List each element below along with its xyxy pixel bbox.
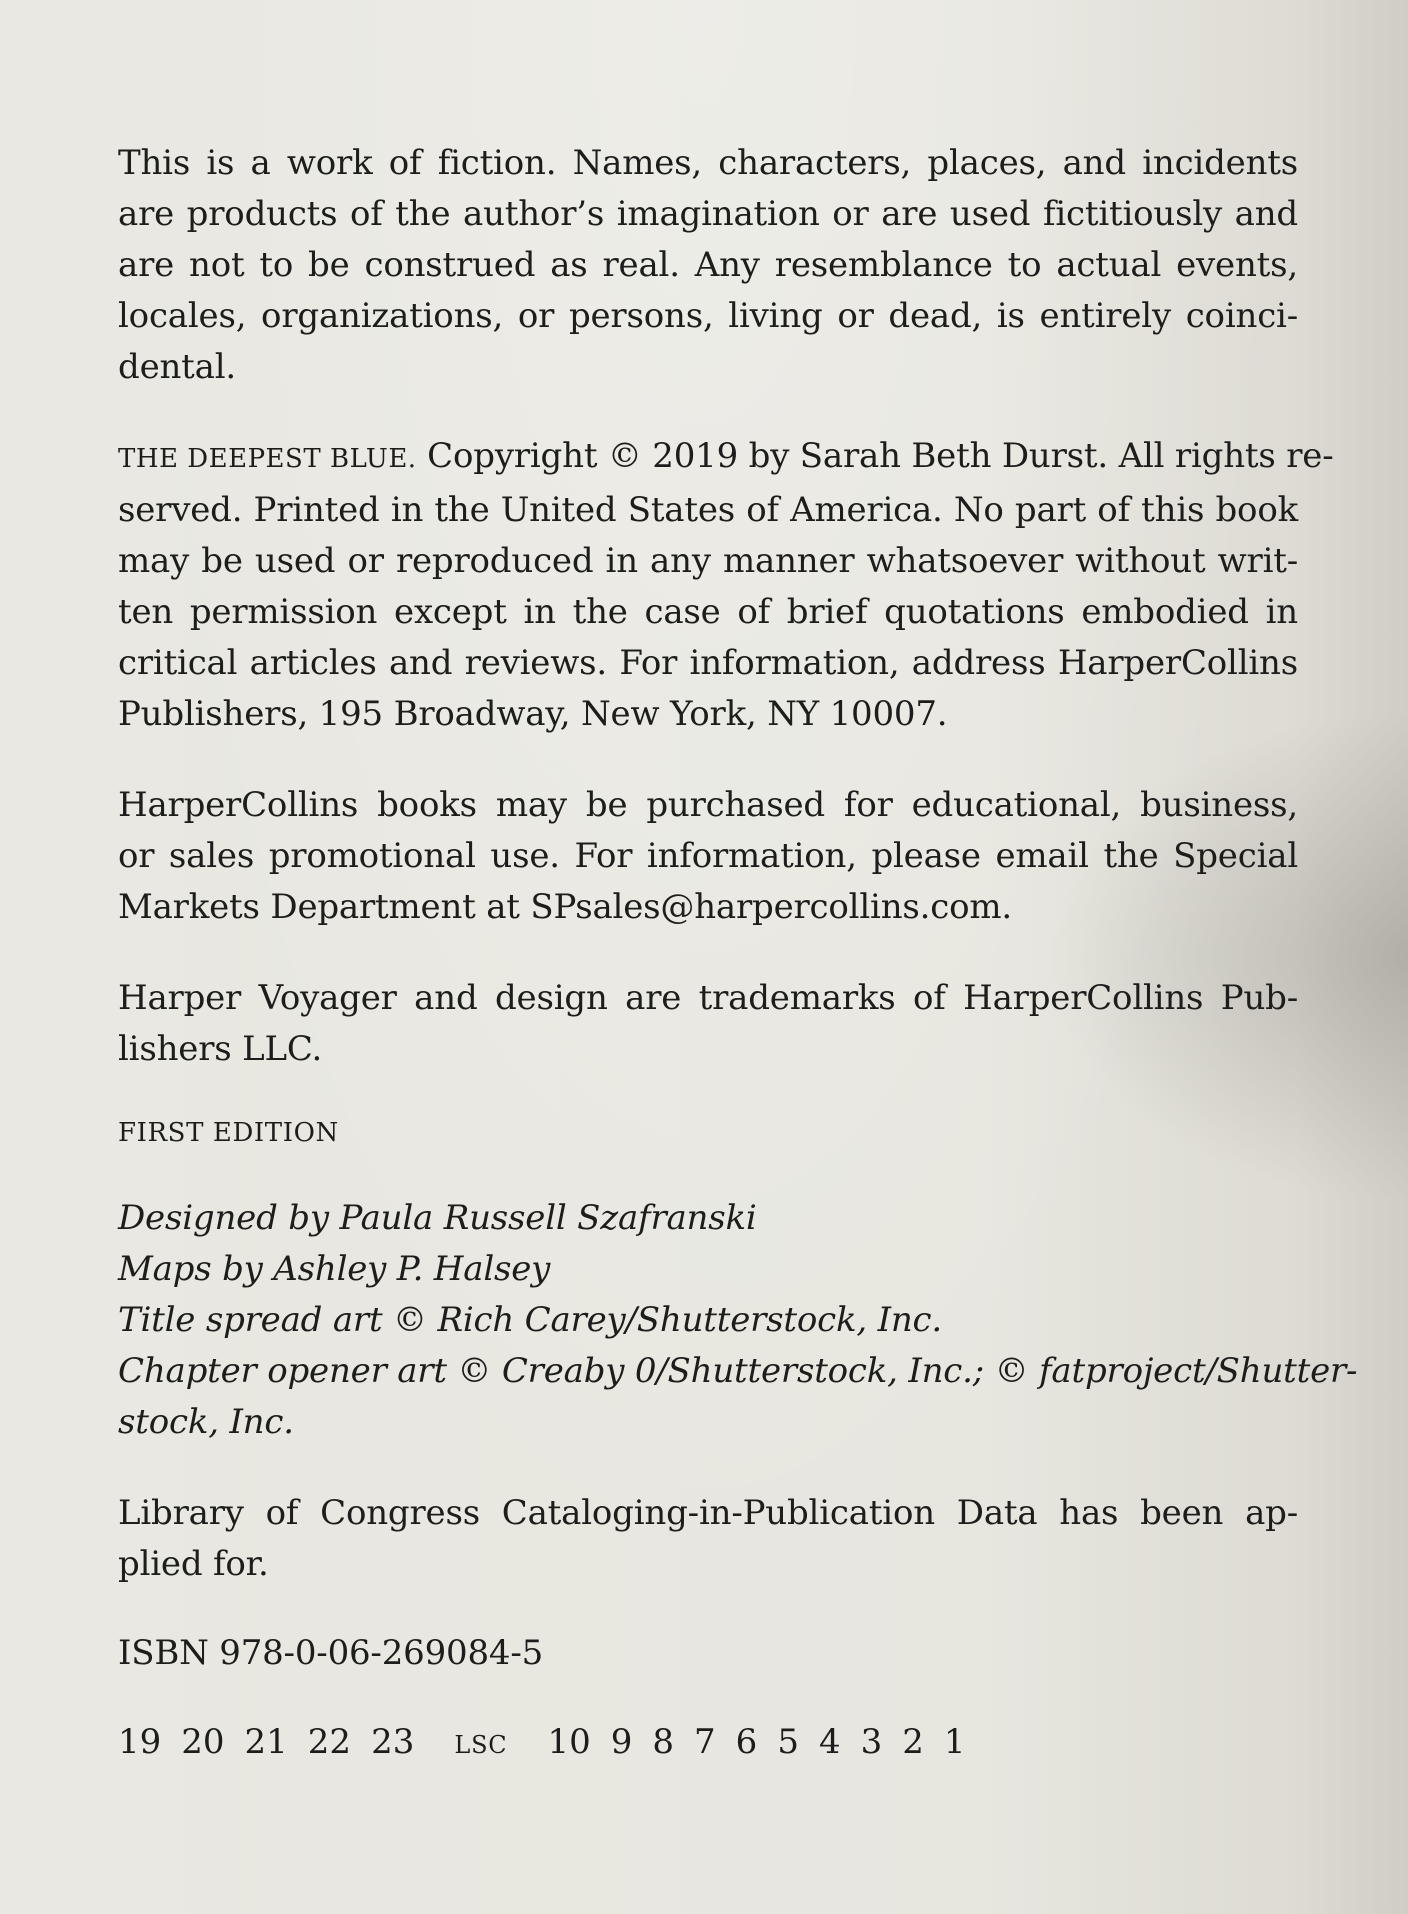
print-year: 20 [181, 1722, 225, 1762]
copyright-line: served. Printed in the United States of America. No part of this book [118, 490, 1298, 530]
print-run-digit: 8 [652, 1722, 675, 1762]
print-run-digit: 5 [777, 1722, 799, 1762]
printer-key-line [118, 1717, 1298, 1771]
sales-line: Markets Department at SPsales@harpercollins.com. [118, 887, 1013, 927]
trademark-line: Harper Voyager and design are trademarks of HarperCollins Pub- [118, 978, 1298, 1018]
copyright-line [118, 431, 1334, 485]
print-year: 22 [307, 1722, 352, 1762]
print-run-digit: 9 [610, 1722, 633, 1762]
credit-line: Chapter opener art © Creaby 0/Shutterstock, Inc.; © fatproject/Shutter- [118, 1351, 1358, 1391]
trademark-line: lishers LLC. [118, 1029, 323, 1069]
special-sales-notice [118, 780, 1298, 933]
copyright-line-text: Copyright © 2019 by Sarah Beth Durst. All rights re- [416, 436, 1334, 476]
copyright-line: ten permission except in the case of brief quotations embodied in [118, 592, 1298, 632]
copyright-line: critical articles and reviews. For information, address HarperCollins [118, 643, 1298, 683]
sales-line: HarperCollins books may be purchased for educational, business, [118, 785, 1298, 825]
disclaimer-line: are products of the author’s imagination or are used fictitiously and [118, 194, 1298, 234]
credit-line: stock, Inc. [118, 1402, 294, 1442]
print-run-digit: 4 [818, 1722, 841, 1762]
copyright-line: may be used or reproduced in any manner whatsoever without writ- [118, 541, 1298, 581]
credit-line: Maps by Ashley P. Halsey [118, 1249, 551, 1289]
print-year: 19 [118, 1722, 162, 1762]
printer-code: LSC [454, 1731, 508, 1759]
disclaimer-line: dental. [118, 347, 236, 387]
disclaimer-line: This is a work of fiction. Names, characters, places, and incidents [118, 143, 1298, 183]
edition-label: FIRST EDITION [118, 1118, 339, 1148]
book-title: THE DEEPEST BLUE. [118, 444, 417, 474]
print-year: 23 [371, 1722, 415, 1762]
print-run-digit: 7 [694, 1722, 716, 1762]
print-year: 21 [244, 1722, 288, 1762]
sales-line: or sales promotional use. For information, please email the Special [118, 836, 1298, 876]
fiction-disclaimer [118, 138, 1298, 393]
isbn: ISBN 978-0-06-269084-5 [118, 1633, 544, 1673]
print-run-digit: 2 [902, 1722, 924, 1762]
print-run-digit: 1 [943, 1722, 966, 1762]
cip-notice [118, 1488, 1298, 1590]
trademark-notice [118, 973, 1298, 1075]
cip-line: plied for. [118, 1544, 269, 1584]
disclaimer-line: locales, organizations, or persons, living or dead, is entirely coinci- [118, 296, 1298, 336]
print-run-digit: 10 [547, 1722, 591, 1762]
credit-line: Designed by Paula Russell Szafranski [118, 1198, 757, 1238]
copyright-text-block [118, 138, 1358, 1771]
cip-line: Library of Congress Cataloging-in-Publication Data has been ap- [118, 1493, 1298, 1533]
print-run-digit: 6 [735, 1722, 758, 1762]
copyright-notice [118, 431, 1334, 740]
copyright-line: Publishers, 195 Broadway, New York, NY 10007. [118, 694, 948, 734]
disclaimer-line: are not to be construed as real. Any resemblance to actual events, [118, 245, 1298, 285]
print-run-digit: 3 [860, 1722, 883, 1762]
credit-line: Title spread art © Rich Carey/Shutterstock, Inc. [118, 1300, 942, 1340]
design-credits [118, 1193, 1358, 1448]
